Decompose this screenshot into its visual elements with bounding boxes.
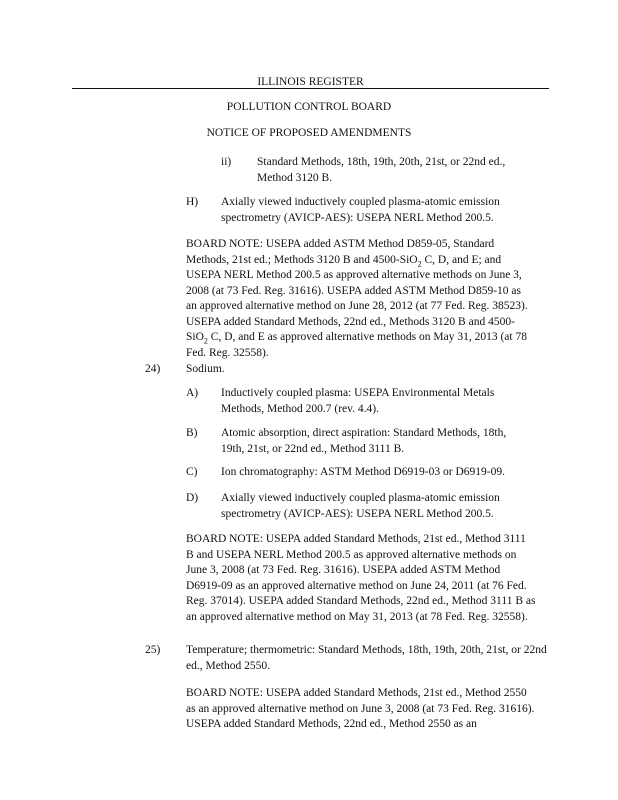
item-ii-number: ii) (221, 156, 232, 168)
item-B-text: Atomic absorption, direct aspiration: Standard Methods, 18th, 19th, 21st, or 22nd ed., Method 3111 B. (221, 427, 507, 455)
item-C-number: C) (186, 466, 198, 478)
item-D-number: D) (186, 492, 199, 504)
section-25-number: 25) (145, 644, 161, 656)
board-note-1-part-a: BOARD NOTE: USEPA added ASTM Method D859-05, Standard Methods, 21st ed.; Methods 3120 B and 4500-SiO (186, 238, 495, 266)
section-24-number: 24) (145, 363, 161, 375)
item-A-text: Inductively coupled plasma: USEPA Environmental Metals Methods, Method 200.7 (rev. 4.4). (221, 387, 495, 415)
section-24-title: Sodium. (186, 363, 225, 375)
item-D-text: Axially viewed inductively coupled plasma-atomic emission spectrometry (AVICP-AES): USEPA NERL Method 200.5. (221, 492, 500, 520)
board-title: POLLUTION CONTROL BOARD (226, 101, 392, 113)
item-B-number: B) (186, 427, 198, 439)
register-title: ILLINOIS REGISTER (257, 76, 364, 88)
section-25-text: Temperature; thermometric: Standard Methods, 18th, 19th, 20th, 21st, or 22nd ed., Method 2550. (186, 644, 547, 672)
notice-title: NOTICE OF PROPOSED AMENDMENTS (206, 127, 412, 139)
board-note-1-part-b: C, D, and E; and USEPA NERL Method 200.5 as approved alternative methods on June 3, 2008 (at 73 Fed. Reg. 31616). USEPA added ASTM Method D859-10 as an approved alternative method on June 28, 2012 (at 77 Fed. Reg. 38523). USEPA added Standard Methods, 22nd ed., Methods 3120 B and 4500-SiO (186, 253, 528, 343)
subscript-2b: 2 (203, 336, 208, 346)
item-A-number: A) (186, 387, 199, 399)
item-C-text: Ion chromatography: ASTM Method D6919-03 or D6919-09. (221, 466, 505, 478)
board-note-1-part-c: C, D, and E as approved alternative methods on May 31, 2013 (at 78 Fed. Reg. 32558). (186, 331, 527, 359)
register-header (72, 76, 549, 89)
item-H-text: Axially viewed inductively coupled plasma-atomic emission spectrometry (AVICP-AES): USEPA NERL Method 200.5. (221, 196, 500, 224)
item-H-number: H) (186, 196, 199, 208)
board-note-3: BOARD NOTE: USEPA added Standard Methods, 21st ed., Method 2550 as an approved alternative method on June 3, 2008 (at 73 Fed. Reg. 31616). USEPA added Standard Methods, 22nd ed., Method 2550 as an (186, 687, 535, 730)
header-rule (72, 76, 549, 89)
item-ii-text: Standard Methods, 18th, 19th, 20th, 21st, or 22nd ed., Method 3120 B. (257, 156, 506, 184)
subscript-2a: 2 (417, 258, 422, 268)
board-note-1 (186, 237, 532, 361)
board-note-2: BOARD NOTE: USEPA added Standard Methods, 21st ed., Method 3111 B and USEPA NERL Method 200.5 as approved alternative methods on June 3, 2008 (at 73 Fed. Reg. 31616). USEPA added ASTM Method D6919-09 as an approved alternative method on June 24, 2011 (at 76 Fed. Reg. 37014). USEPA added Standard Methods, 22nd ed., Method 3111 B as an approved alternative method on May 31, 2013 (at 78 Fed. Reg. 32558). (186, 533, 536, 623)
